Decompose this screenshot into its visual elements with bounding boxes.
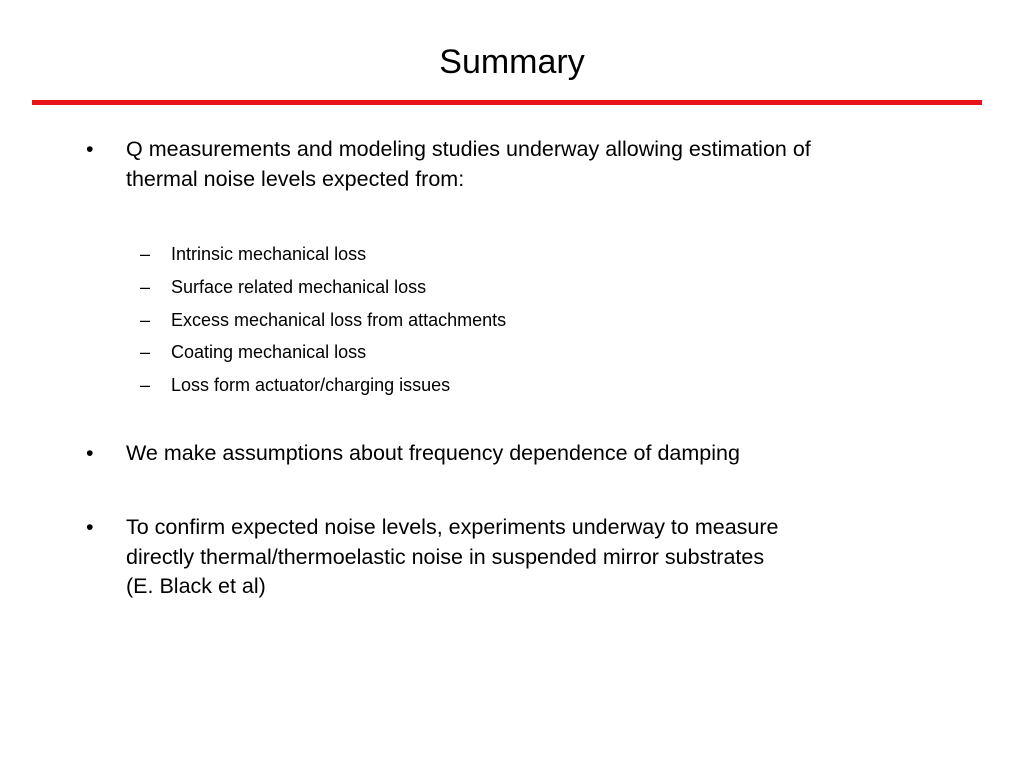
sub-bullet-marker: –	[140, 310, 151, 330]
sub-bullet-text: Coating mechanical loss	[171, 342, 367, 362]
bullet-marker: •	[86, 441, 94, 465]
bullet-text: We make assumptions about frequency dependence of damping	[126, 441, 740, 465]
bullet-marker: •	[86, 137, 94, 161]
sub-bullet-marker: –	[140, 244, 151, 264]
sub-bullet-text: Surface related mechanical loss	[171, 277, 427, 297]
sub-bullet-text: Loss form actuator/charging issues	[171, 375, 451, 395]
sub-bullet-marker: –	[140, 342, 151, 362]
bullet-text: To confirm expected noise levels, experiments underway to measure directly thermal/thermoelastic noise in suspended mirror substrates (E. Black et al)	[126, 515, 779, 598]
slide-title: Summary	[439, 43, 585, 81]
bullet-marker: •	[86, 515, 94, 539]
sub-bullet-text: Intrinsic mechanical loss	[171, 244, 367, 264]
sub-bullet-marker: –	[140, 277, 151, 297]
sub-bullet-text: Excess mechanical loss from attachments	[171, 310, 507, 330]
bullet-text: Q measurements and modeling studies underway allowing estimation of thermal noise levels expected from:	[126, 137, 811, 191]
sub-bullet-marker: –	[140, 375, 151, 395]
